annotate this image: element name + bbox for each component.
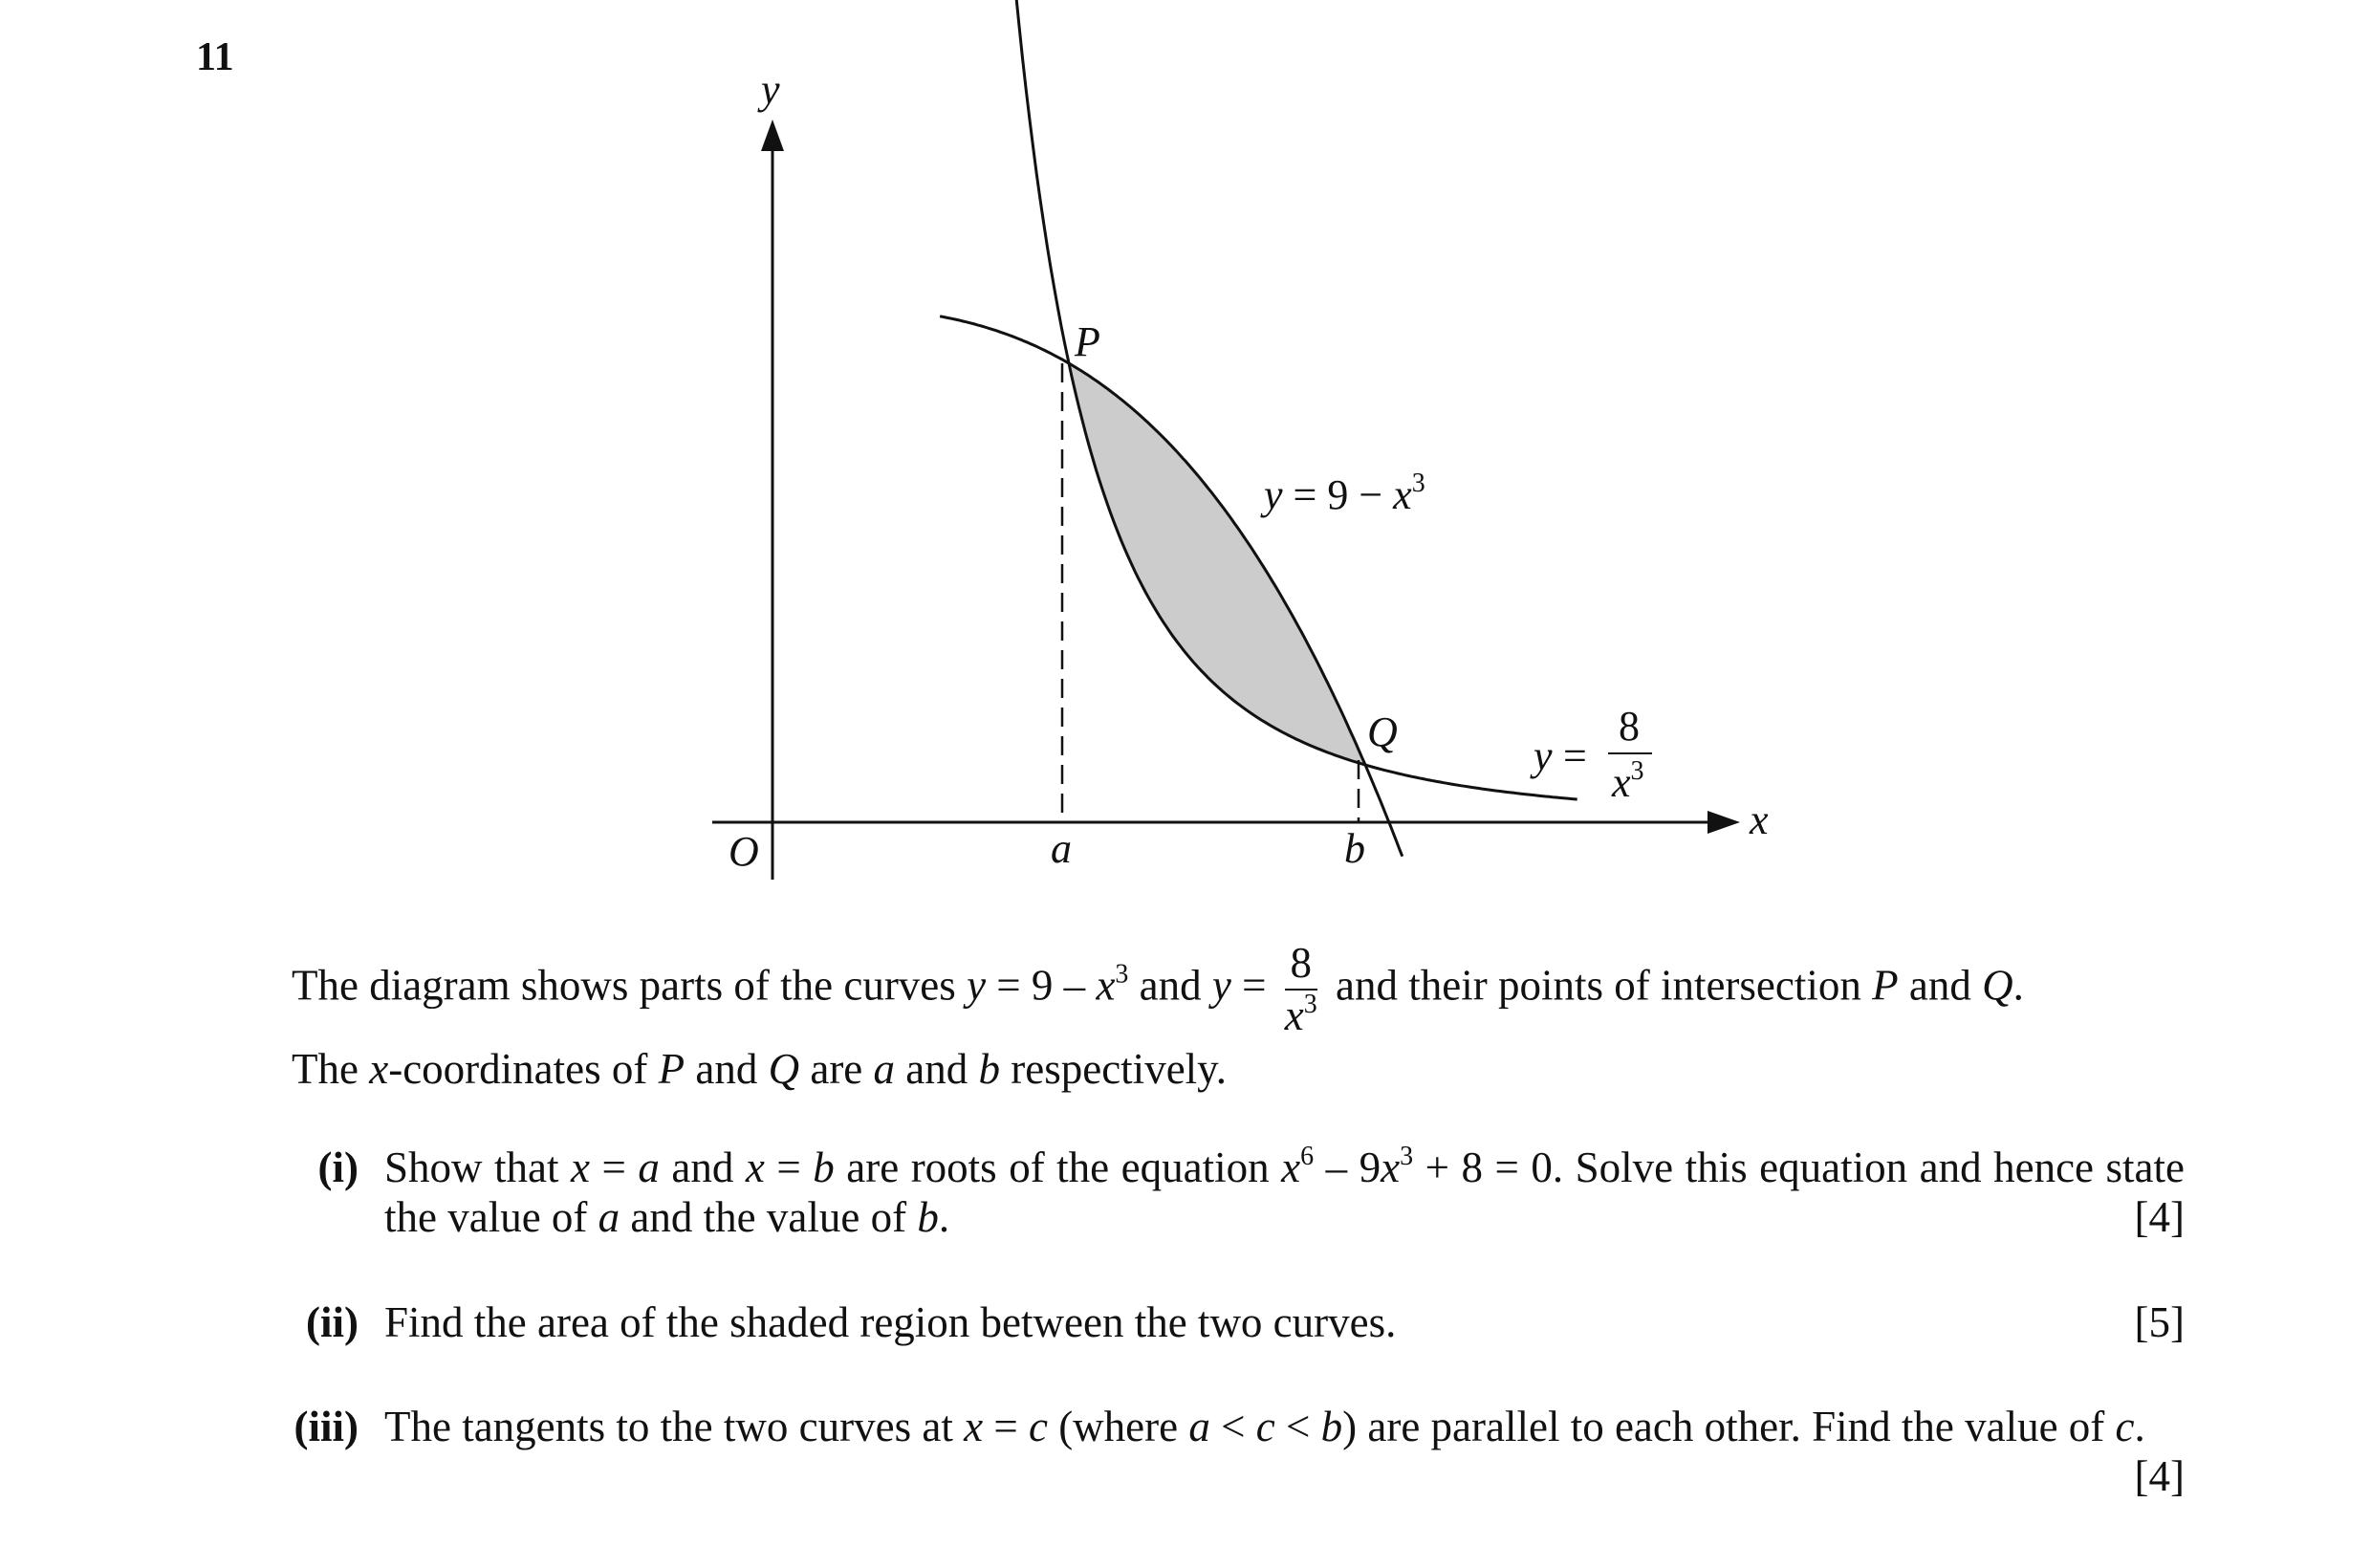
y-axis-label: y bbox=[761, 66, 780, 113]
svg-text:x3: $x^3$ bbox=[1612, 756, 1644, 806]
part-iii-text: The tangents to the two curves at x = c (where a < c < b) are parallel to each other. Find the value of c. [4] bbox=[384, 1403, 2185, 1500]
svg-text:y: y bbox=[1534, 732, 1553, 779]
part-i-marks: [4] bbox=[2134, 1193, 2185, 1241]
part-iii-marks: [4] bbox=[2134, 1452, 2185, 1500]
part-ii-marks: [5] bbox=[2134, 1298, 2185, 1346]
part-ii bbox=[287, 1297, 2185, 1347]
part-iii-label: (iii) bbox=[294, 1403, 359, 1450]
intro-line-1: The diagram shows parts of the curves $y = 9 - x^3$ and y = $\frac{8}{x^3}$ and their points of intersection P and Q. bbox=[292, 939, 2024, 1039]
x-axis-label: x bbox=[1750, 796, 1769, 843]
origin-label: O bbox=[729, 828, 759, 875]
y-axis-arrow bbox=[761, 120, 784, 151]
tick-label-b: b bbox=[1344, 825, 1365, 872]
curve1-label: $y = 9 - x^3$ bbox=[1264, 468, 1425, 518]
svg-text:8: 8 bbox=[1619, 703, 1640, 750]
intro-line-2: The x-coordinates of P and Q are a and b respectively. bbox=[292, 1045, 1227, 1093]
part-ii-text: Find the area of the shaded region between the two curves. [5] bbox=[384, 1298, 2185, 1346]
shaded-region bbox=[1069, 363, 1365, 765]
question-number: 11 bbox=[196, 35, 234, 79]
point-p-label: P bbox=[1075, 318, 1100, 365]
fraction-8-over-x-cubed: $\frac{8}{x^3}$ bbox=[1284, 939, 1317, 1039]
part-i-text: Show that x = a and x = b are roots of the equation $x^6 - 9x^3 + 8 = 0$. Solve this equation and hence state the value of a and the value of b. [4] bbox=[384, 1142, 2185, 1241]
svg-text:=: = bbox=[1553, 732, 1598, 779]
x-axis-arrow bbox=[1708, 811, 1740, 834]
tick-label-a: a bbox=[1051, 825, 1072, 872]
point-q-label: Q bbox=[1367, 708, 1398, 755]
curve2-label bbox=[1530, 703, 1652, 806]
part-ii-label: (ii) bbox=[306, 1298, 359, 1346]
part-i bbox=[287, 1143, 2185, 1242]
part-i-label: (i) bbox=[317, 1143, 359, 1191]
part-iii bbox=[287, 1402, 2185, 1501]
